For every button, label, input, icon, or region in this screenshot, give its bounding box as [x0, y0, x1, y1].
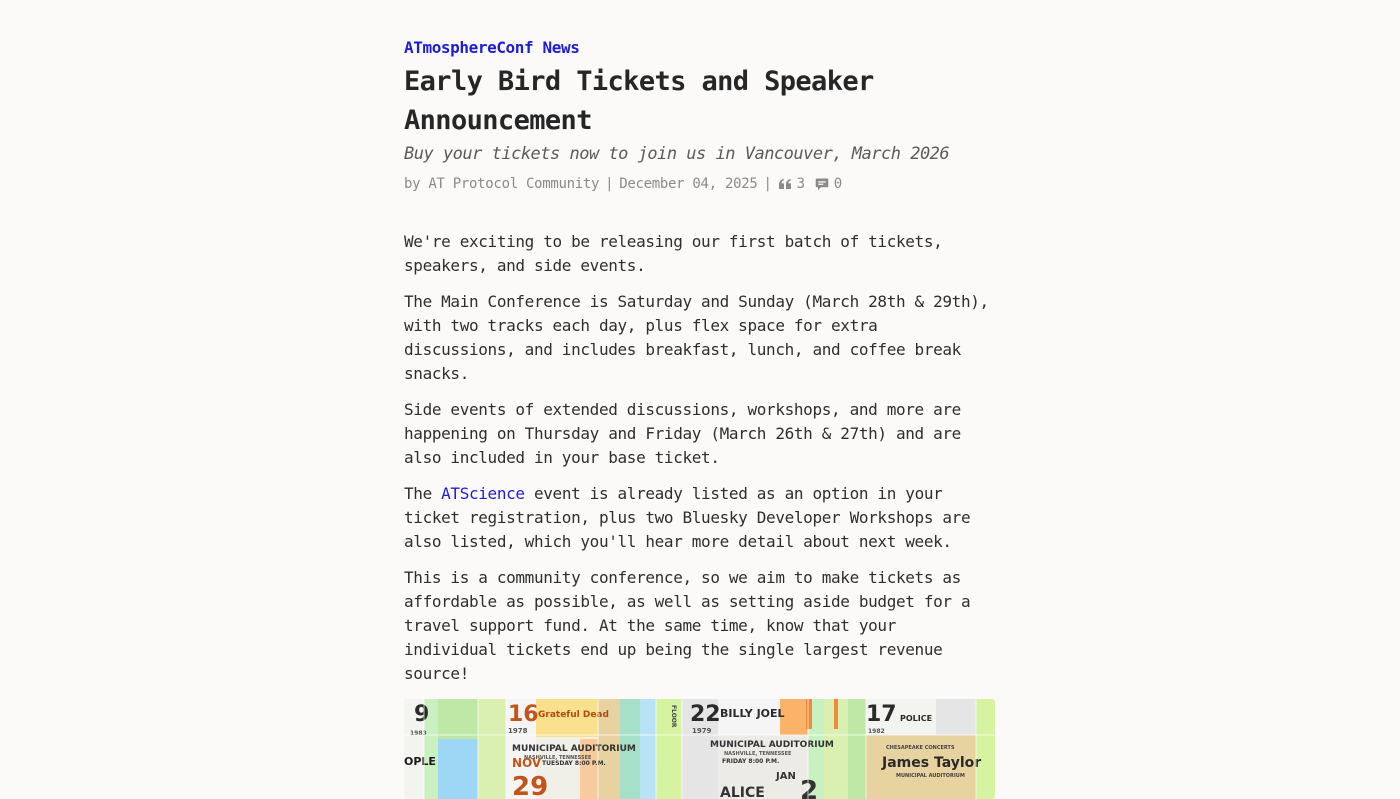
ticket-text: NASHVILLE, TENNESSEE: [524, 755, 592, 761]
ticket-text: MUNICIPAL AUDITORIUM: [710, 740, 834, 750]
ticket-text: POLICE: [900, 714, 933, 723]
ticket-collage-image: [404, 699, 995, 799]
ticket-text: ALICE: [720, 785, 765, 799]
ticket-text: 9: [414, 702, 430, 727]
quote-count: 3: [796, 176, 805, 192]
post-subtitle: Buy your tickets now to join us in Vancouver, March 2026: [404, 144, 950, 164]
ticket-text: James Taylor: [882, 755, 982, 771]
ticket-text: TUESDAY 8:00 P.M.: [542, 760, 606, 767]
ticket-text: Grateful Dead: [538, 710, 609, 720]
author-link[interactable]: AT Protocol Community: [428, 176, 600, 192]
ticket-text: 22: [690, 702, 721, 727]
ticket-text: 1979: [692, 727, 712, 735]
ticket-text: OPLE: [404, 755, 436, 768]
ticket-text: 1983: [410, 730, 427, 737]
ticket-text: JAN: [776, 771, 796, 782]
post-date: December 04, 2025: [619, 176, 758, 192]
ticket-text: MUNICIPAL AUDITORIUM: [896, 773, 965, 779]
paragraph-text: event is already listed as an option in your ticket registration, plus two Bluesky Developer Workshops are also listed, which you'll hear more detail about next week.: [404, 484, 971, 551]
meta-separator: |: [605, 176, 614, 192]
byline-prefix: by: [404, 176, 421, 192]
ticket-text: 2: [800, 776, 819, 799]
post-body: [404, 230, 995, 686]
paragraph: [404, 482, 995, 554]
comment-icon[interactable]: [815, 177, 829, 191]
paragraph: This is a community conference, so we aim to make tickets as affordable as possible, as well as setting aside budget for a travel support fund. At the same time, know that your individual tickets end up being the single largest revenue source!: [404, 568, 971, 683]
ticket-text: MUNICIPAL AUDITORIUM: [512, 744, 636, 754]
comment-count: 0: [833, 176, 842, 192]
post-meta: [404, 174, 995, 194]
atscience-link[interactable]: ATScience: [441, 484, 525, 503]
ticket-text: NOV: [512, 756, 542, 770]
paragraph: Side events of extended discussions, workshops, and more are happening on Thursday and Friday (March 26th & 27th) and are also included in your base ticket.: [404, 400, 961, 467]
ticket-text: 16: [508, 702, 539, 727]
ticket-text: 1982: [868, 728, 885, 735]
quote-icon[interactable]: [778, 178, 792, 190]
ticket-text: CHESAPEAKE CONCERTS: [886, 745, 955, 751]
ticket-text: 29: [512, 772, 549, 799]
ticket-text: NASHVILLE, TENNESSEE: [724, 751, 792, 757]
publication-name-link[interactable]: ATmosphereConf News: [404, 38, 580, 57]
paragraph: The Main Conference is Saturday and Sunday (March 28th & 29th), with two tracks each day, plus flex space for extra discussions, and includes breakfast, lunch, and coffee break snacks.: [404, 292, 989, 383]
post-title: Early Bird Tickets and Speaker Announcement: [404, 66, 874, 136]
ticket-text: FLOOR: [670, 705, 677, 728]
paragraph: We're exciting to be releasing our first batch of tickets, speakers, and side events.: [404, 232, 943, 275]
ticket-text: 1978: [508, 727, 528, 735]
ticket-text: 17: [866, 702, 897, 727]
ticket-text: BILLY JOEL: [720, 707, 785, 720]
meta-separator: |: [763, 176, 772, 192]
hero-image: [404, 699, 995, 799]
post-column: [404, 36, 995, 799]
ticket-text: FRIDAY 8:00 P.M.: [722, 758, 780, 765]
paragraph-text: The: [404, 484, 442, 503]
